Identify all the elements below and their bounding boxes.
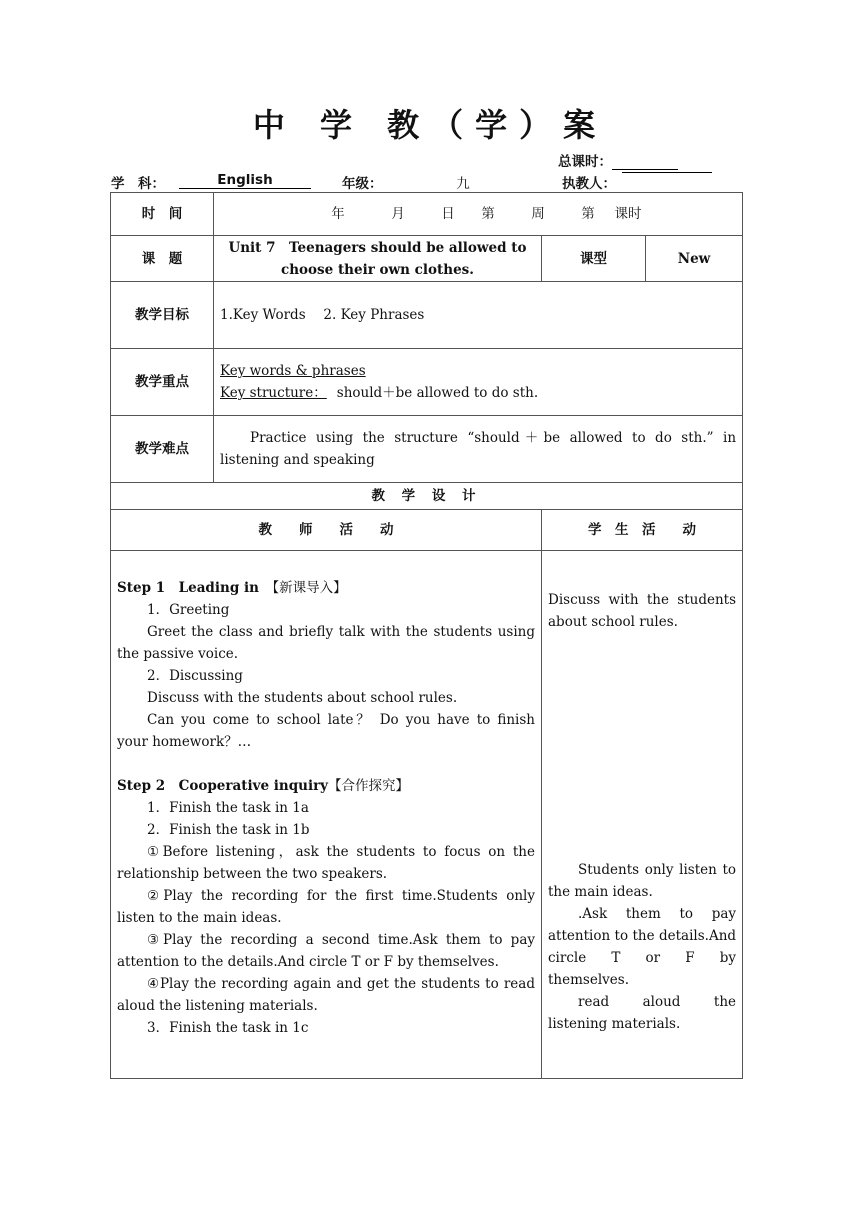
design-label: 教 学 设 计 <box>111 483 743 510</box>
key-points-value: Key words & phrases Key structure： should＋be allowed to do sth. <box>214 349 743 416</box>
row-activity-headers <box>111 510 743 551</box>
grade-label: 年级： <box>342 176 383 192</box>
topic-value: Unit 7 Teenagers should be allowed to choose their own clothes. <box>214 236 542 282</box>
goal-value: 1.Key Words 2. Key Phrases <box>214 282 743 349</box>
difficulty-value: Practice using the structure “should＋be allowed to do sth.” in listening and speaking <box>214 416 743 483</box>
subject-value: English <box>179 172 311 189</box>
student-activity-header: 学 生 活 动 <box>542 510 743 551</box>
teacher-activities: Step 1 Leading in 【新课导入】 1．Greeting Greet the class and briefly talk with the students using the passive voice. 2．Discussing Discuss with the students about school rules. Can you come to school late？ Do you have to finish your homework？… Step 2 Cooperative inquiry【合作探究】 1．Finish the task in 1a 2．Finish the task in 1b ①Before listening，ask the students to focus on the relationship between the two speakers. ②Play the recording for the first time.Students only listen to the main ideas. ③Play the recording a second time.Ask them to pay attention to the details.And circle T or F by themselves. ④Play the recording again and get the students to read aloud the listening materials. 3．Finish the task in 1c <box>111 551 542 1079</box>
page-title: 中 学 教（学）案 <box>252 106 608 144</box>
subject-label: 学 科： <box>111 176 165 192</box>
time-value: 年 月 日 第 周 第 课时 <box>214 193 743 236</box>
row-goal <box>111 282 743 349</box>
row-design <box>111 483 743 510</box>
row-key-points <box>111 349 743 416</box>
lesson-type-label: 课型 <box>542 236 646 282</box>
total-hours <box>558 150 678 170</box>
row-activities <box>111 551 743 1079</box>
lesson-type-value: New <box>646 236 743 282</box>
row-topic <box>111 236 743 282</box>
lesson-plan-table <box>110 192 743 1079</box>
key-points-label: 教学重点 <box>111 349 214 416</box>
teacher-label: 执教人： <box>562 176 616 192</box>
row-difficulty <box>111 416 743 483</box>
teacher-activity-header: 教 师 活 动 <box>111 510 542 551</box>
grade-value: 九 <box>395 172 531 193</box>
total-hours-blank <box>612 155 678 170</box>
student-activities: Discuss with the students about school rules. Students only listen to the main ideas. .Ask them to pay attention to the details.And circle T or F by themselves. read aloud the listening materials. <box>542 551 743 1079</box>
goal-label: 教学目标 <box>111 282 214 349</box>
total-hours-label: 总课时： <box>558 154 612 170</box>
time-label: 时 间 <box>111 193 214 236</box>
row-time <box>111 193 743 236</box>
difficulty-label: 教学难点 <box>111 416 214 483</box>
topic-label: 课 题 <box>111 236 214 282</box>
teacher-blank <box>622 172 712 173</box>
